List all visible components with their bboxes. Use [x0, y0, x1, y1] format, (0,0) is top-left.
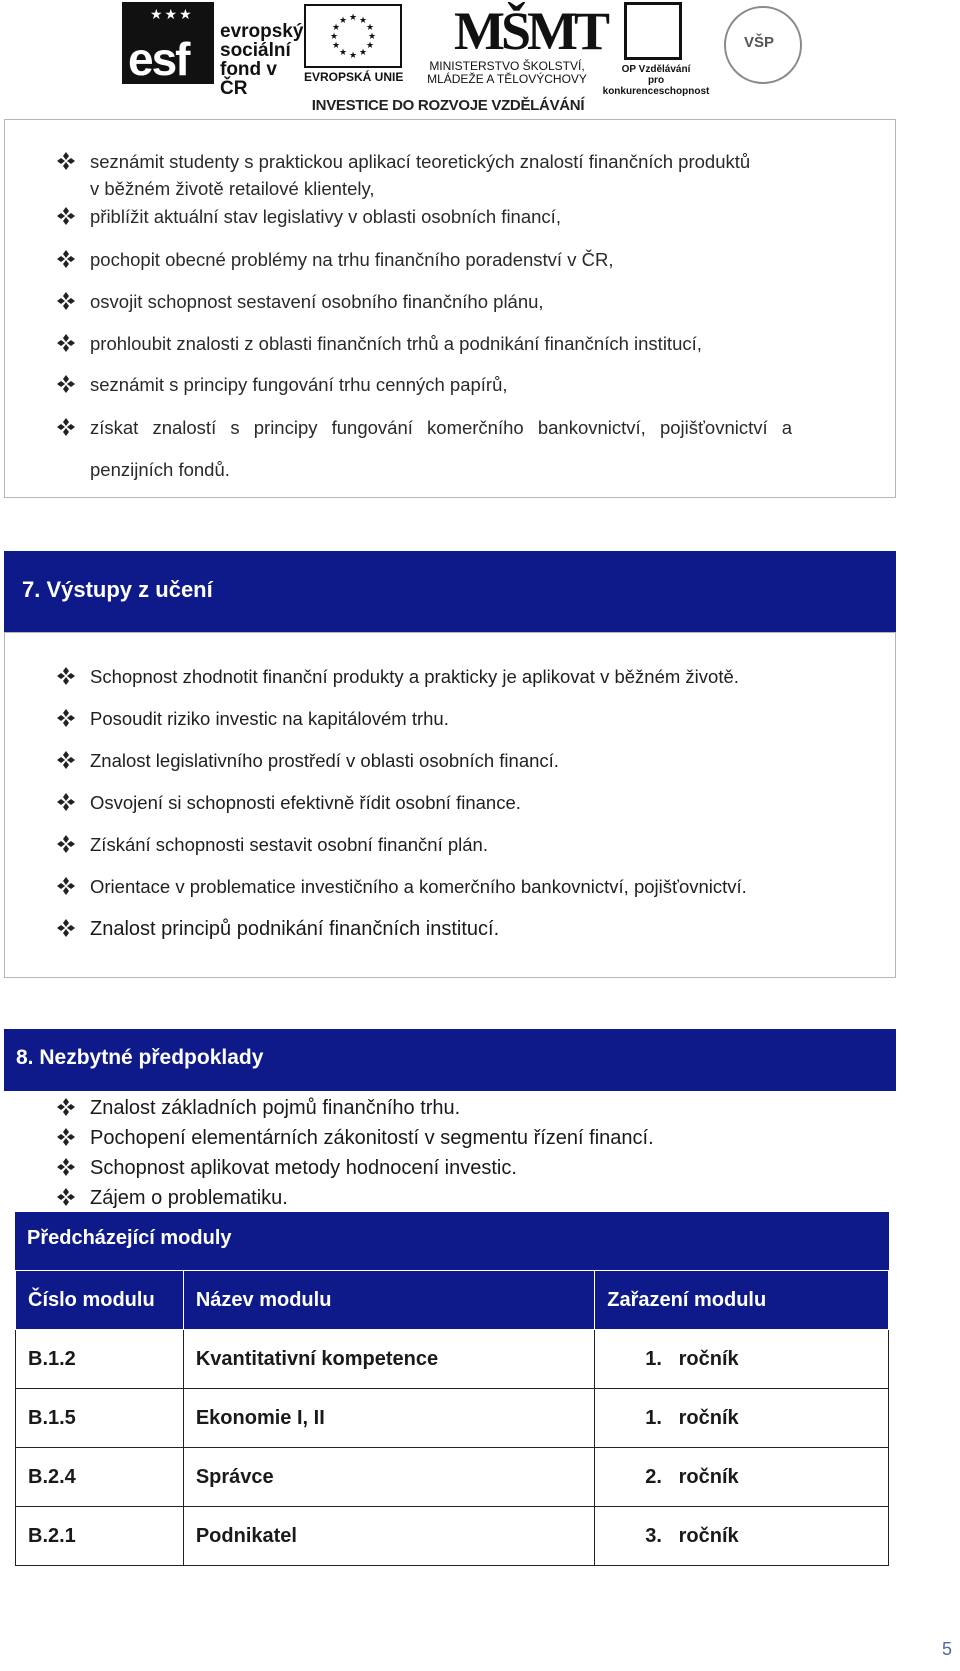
column-header: Číslo modulu	[16, 1271, 184, 1330]
objective-text: získat znalostí s principy fungování komerčního bankovnictví, pojišťovnictví a	[90, 417, 793, 438]
prerequisite-text: Schopnost aplikovat metody hodnocení investic.	[90, 1157, 517, 1179]
esf-mark	[122, 2, 214, 84]
opvk-logo	[598, 2, 714, 97]
diamond-bullet-icon	[56, 291, 76, 311]
table-cell: B.1.5	[16, 1389, 184, 1448]
table-cell: B.2.1	[16, 1507, 184, 1566]
svg-text:★: ★	[358, 48, 368, 58]
diamond-bullet-icon	[56, 249, 76, 269]
table-cell: Ekonomie I, II	[183, 1389, 594, 1448]
table-row	[16, 1448, 889, 1507]
modules-table	[15, 1270, 889, 1566]
diamond-bullet-icon	[56, 1157, 76, 1177]
outcome-text: Znalost principů podnikání finančních institucí.	[90, 918, 500, 940]
objective-text: pochopit obecné problémy na trhu finančního poradenství v ČR,	[90, 249, 614, 270]
outcome-text: Osvojení si schopnosti efektivně řídit osobní finance.	[90, 792, 521, 813]
diamond-bullet-icon	[56, 834, 76, 854]
section-8-title: 8. Nezbytné předpoklady	[16, 1046, 264, 1069]
prerequisite-text: Pochopení elementárních zákonitostí v segmentu řízení financí.	[90, 1127, 654, 1149]
outcome-text: Posoudit riziko investic na kapitálovém trhu.	[90, 708, 449, 729]
diamond-bullet-icon	[56, 750, 76, 770]
section-7-header	[4, 551, 896, 633]
table-row	[16, 1389, 889, 1448]
msmt-mark: MŠMT	[454, 1, 606, 61]
svg-text:★: ★	[331, 23, 341, 33]
diamond-bullet-icon	[56, 708, 76, 728]
column-header: Název modulu	[183, 1271, 594, 1330]
opvk-caption: OP Vzdělávání pro konkurenceschopnost	[602, 64, 710, 97]
page-number: 5	[942, 1639, 953, 1659]
esf-logo	[122, 2, 304, 99]
eu-caption: EVROPSKÁ UNIE	[304, 70, 404, 84]
diamond-bullet-icon	[56, 666, 76, 686]
svg-text:★: ★	[338, 16, 348, 26]
diamond-bullet-icon	[56, 918, 76, 938]
svg-text:★: ★	[365, 41, 375, 51]
stars-icon: ★★★	[150, 6, 194, 22]
vsp-logo	[724, 6, 804, 86]
msmt-caption: MINISTERSTVO ŠKOLSTVÍ, MLÁDEŽE A TĚLOVÝCHOVY	[427, 59, 587, 86]
diamond-bullet-icon	[56, 1097, 76, 1117]
svg-text:★: ★	[358, 16, 368, 26]
outcome-text: Schopnost zhodnotit finanční produkty a prakticky je aplikovat v běžném životě.	[90, 666, 739, 687]
svg-text:★: ★	[348, 51, 358, 61]
esf-logo-text: evropský sociální fond v ČR	[220, 21, 304, 99]
table-cell: 3. ročník	[595, 1507, 889, 1566]
esf-mark-text: esf	[128, 33, 189, 85]
eu-flag-icon	[304, 4, 402, 68]
header-logos	[0, 0, 960, 118]
eu-logo	[302, 2, 406, 84]
objective-text: penzijních fondů.	[90, 459, 230, 480]
diamond-bullet-icon	[56, 374, 76, 394]
objective-text: v běžném životě retailové klientely,	[90, 178, 375, 199]
objective-text: osvojit schopnost sestavení osobního finančního plánu,	[90, 291, 544, 312]
table-cell: B.2.4	[16, 1448, 184, 1507]
table-row	[16, 1330, 889, 1389]
diamond-bullet-icon	[56, 1187, 76, 1207]
header-banner: INVESTICE DO ROZVOJE VZDĚLÁVÁNÍ	[311, 97, 585, 114]
diamond-bullet-icon	[56, 151, 76, 171]
svg-text:★: ★	[331, 41, 341, 51]
vsp-seal-icon: VŠP	[724, 6, 802, 84]
table-header-row	[16, 1271, 889, 1330]
table-cell: Správce	[183, 1448, 594, 1507]
outcome-text: Orientace v problematice investičního a komerčního bankovnictví, pojišťovnictví.	[90, 876, 747, 897]
previous-modules-header	[15, 1212, 889, 1270]
outcome-text: Znalost legislativního prostředí v oblasti osobních financí.	[90, 750, 559, 771]
diamond-bullet-icon	[56, 1127, 76, 1147]
svg-text:★: ★	[348, 13, 358, 23]
svg-text:★: ★	[338, 48, 348, 58]
section-7-title: 7. Výstupy z učení	[22, 577, 213, 602]
msmt-logo	[412, 0, 606, 86]
table-cell: 1. ročník	[595, 1389, 889, 1448]
section-8-header	[4, 1029, 896, 1091]
table-cell: 1. ročník	[595, 1330, 889, 1389]
table-row	[16, 1507, 889, 1566]
svg-text:★: ★	[367, 32, 377, 42]
diamond-bullet-icon	[56, 876, 76, 896]
objective-text: seznámit s principy fungování trhu cenných papírů,	[90, 374, 508, 395]
diamond-bullet-icon	[56, 792, 76, 812]
diamond-bullet-icon	[56, 417, 76, 437]
table-cell: Kvantitativní kompetence	[183, 1330, 594, 1389]
opvk-mark-icon	[624, 2, 682, 60]
prerequisite-text: Znalost základních pojmů finančního trhu.	[90, 1097, 461, 1119]
outcome-text: Získání schopnosti sestavit osobní finanční plán.	[90, 834, 488, 855]
column-header: Zařazení modulu	[595, 1271, 889, 1330]
table-cell: B.1.2	[16, 1330, 184, 1389]
prerequisite-text: Zájem o problematiku.	[90, 1187, 288, 1209]
diamond-bullet-icon	[56, 206, 76, 226]
objective-text: přiblížit aktuální stav legislativy v oblasti osobních financí,	[90, 206, 561, 227]
objective-text: prohloubit znalosti z oblasti finančních trhů a podnikání finančních institucí,	[90, 333, 702, 354]
diamond-bullet-icon	[56, 333, 76, 353]
previous-modules-title: Předcházející moduly	[27, 1227, 232, 1249]
table-cell: Podnikatel	[183, 1507, 594, 1566]
svg-text:★: ★	[365, 23, 375, 33]
objective-text: seznámit studenty s praktickou aplikací teoretických znalostí finančních produktů	[90, 151, 751, 172]
svg-text:★: ★	[329, 32, 339, 42]
table-cell: 2. ročník	[595, 1448, 889, 1507]
